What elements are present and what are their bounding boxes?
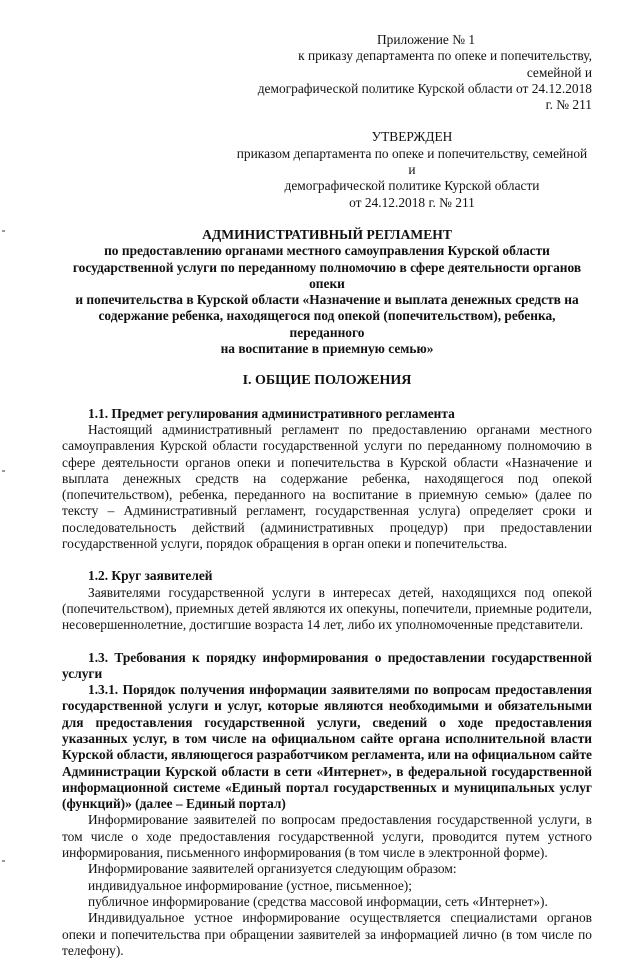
list-item: публичное информирование (средства массовой информации, сеть «Интернет»). [88,893,548,909]
approved-line: от 24.12.2018 г. № 211 [349,194,475,210]
paragraph-1-3-1-a: Информирование заявителей по вопросам предоставления государственной услуги, в том числе о ходе предоставления государственной услуги, проводится путем устного информирования, письменного информирования (в том числе в электронной форме). [62,812,592,861]
document-subtitle [62,243,592,357]
subtitle-line: содержание ребенка, находящегося под опекой (попечительством), ребенка, переданного [98,308,556,340]
appendix-block [62,32,592,113]
subsection-heading-1-2: 1.2. Круг заявителей [88,568,213,584]
subsection-heading-1-1: 1.1. Предмет регулирования административного регламента [88,405,455,421]
subtitle-line: по предоставлению органами местного самоуправления Курской области [104,243,550,259]
approved-label: УТВЕРЖДЕН [371,129,453,145]
paragraph-1-2: Заявителями государственной услуги в интересах детей, находящихся под опекой (попечительством), приемных детей являются их опекуны, попечители, приемные родители, несовершеннолетние, достигшие возраста 14 лет, либо их уполномоченные представители. [62,584,592,633]
paragraph-1-3-1-b: Информирование заявителей организуется следующим образом: [88,861,457,877]
scan-mark [2,230,5,232]
appendix-line: демографической политике Курской области от 24.12.2018 г. № 211 [257,80,592,113]
approved-line: приказом департамента по опеке и попечительству, семейной и [236,145,588,178]
appendix-line: к приказу департамента по опеке и попечительству, семейной и [298,48,592,80]
appendix-label: Приложение № 1 [377,32,476,47]
subsection-heading-1-3-1: 1.3.1. Порядок получения информации заявителями по вопросам предоставления государственной услуги и услуг, которые являются необходимыми и обязательными для предоставления государственной услуги, сведений о ходе предоставления указанных услуг, в том числе на официальном сайте органа исполнительной власти Курской области, являющегося разработчиком регламента, или на официальном сайте Администрации Курской области в сети «Интернет», в федеральной государственной информационной системе «Единый портал государственных и муниципальных услуг (функций)» (далее – Единый портал) [62,682,592,812]
subtitle-line: и попечительства в Курской области «Назначение и выплата денежных средств на [75,292,579,308]
paragraph-1-3-1-c: Индивидуальное устное информирование осуществляется специалистами органов опеки и попечительства при обращении заявителей за информацией лично (в том числе по телефону). [62,910,592,958]
scan-mark [2,860,5,862]
subsection-heading-1-3: 1.3. Требования к порядку информирования о предоставлении государственной услуги [62,649,592,681]
subtitle-line: государственной услуги по переданному полномочию в сфере деятельности органов опеки [72,259,582,291]
section-heading: I. ОБЩИЕ ПОЛОЖЕНИЯ [242,373,412,389]
subtitle-line: на воспитание в приемную семью» [220,341,434,357]
list-item: индивидуальное информирование (устное, письменное); [88,877,412,893]
document-title: АДМИНИСТРАТИВНЫЙ РЕГЛАМЕНТ [202,226,452,242]
paragraph-1-1: Настоящий административный регламент по предоставлению органами местного самоуправления Курской области государственной услуги по переданному полномочию в сфере деятельности органов опеки и попечительства в Курской области «Назначение и выплата денежных средств на содержание ребенка, находящегося под опекой (попечительством), ребенка, переданного на воспитание в приемную семью» (далее по тексту – Административный регламент, государственная услуга) определяет сроки и последовательность действий (административных процедур) при предоставлении государственной услуги, порядок обращения в орган опеки и попечительства. [62,421,592,552]
scan-mark [2,470,5,472]
approved-block [62,129,592,210]
scan-edge-marks [2,0,6,905]
approved-line: демографической политике Курской области [284,178,540,194]
